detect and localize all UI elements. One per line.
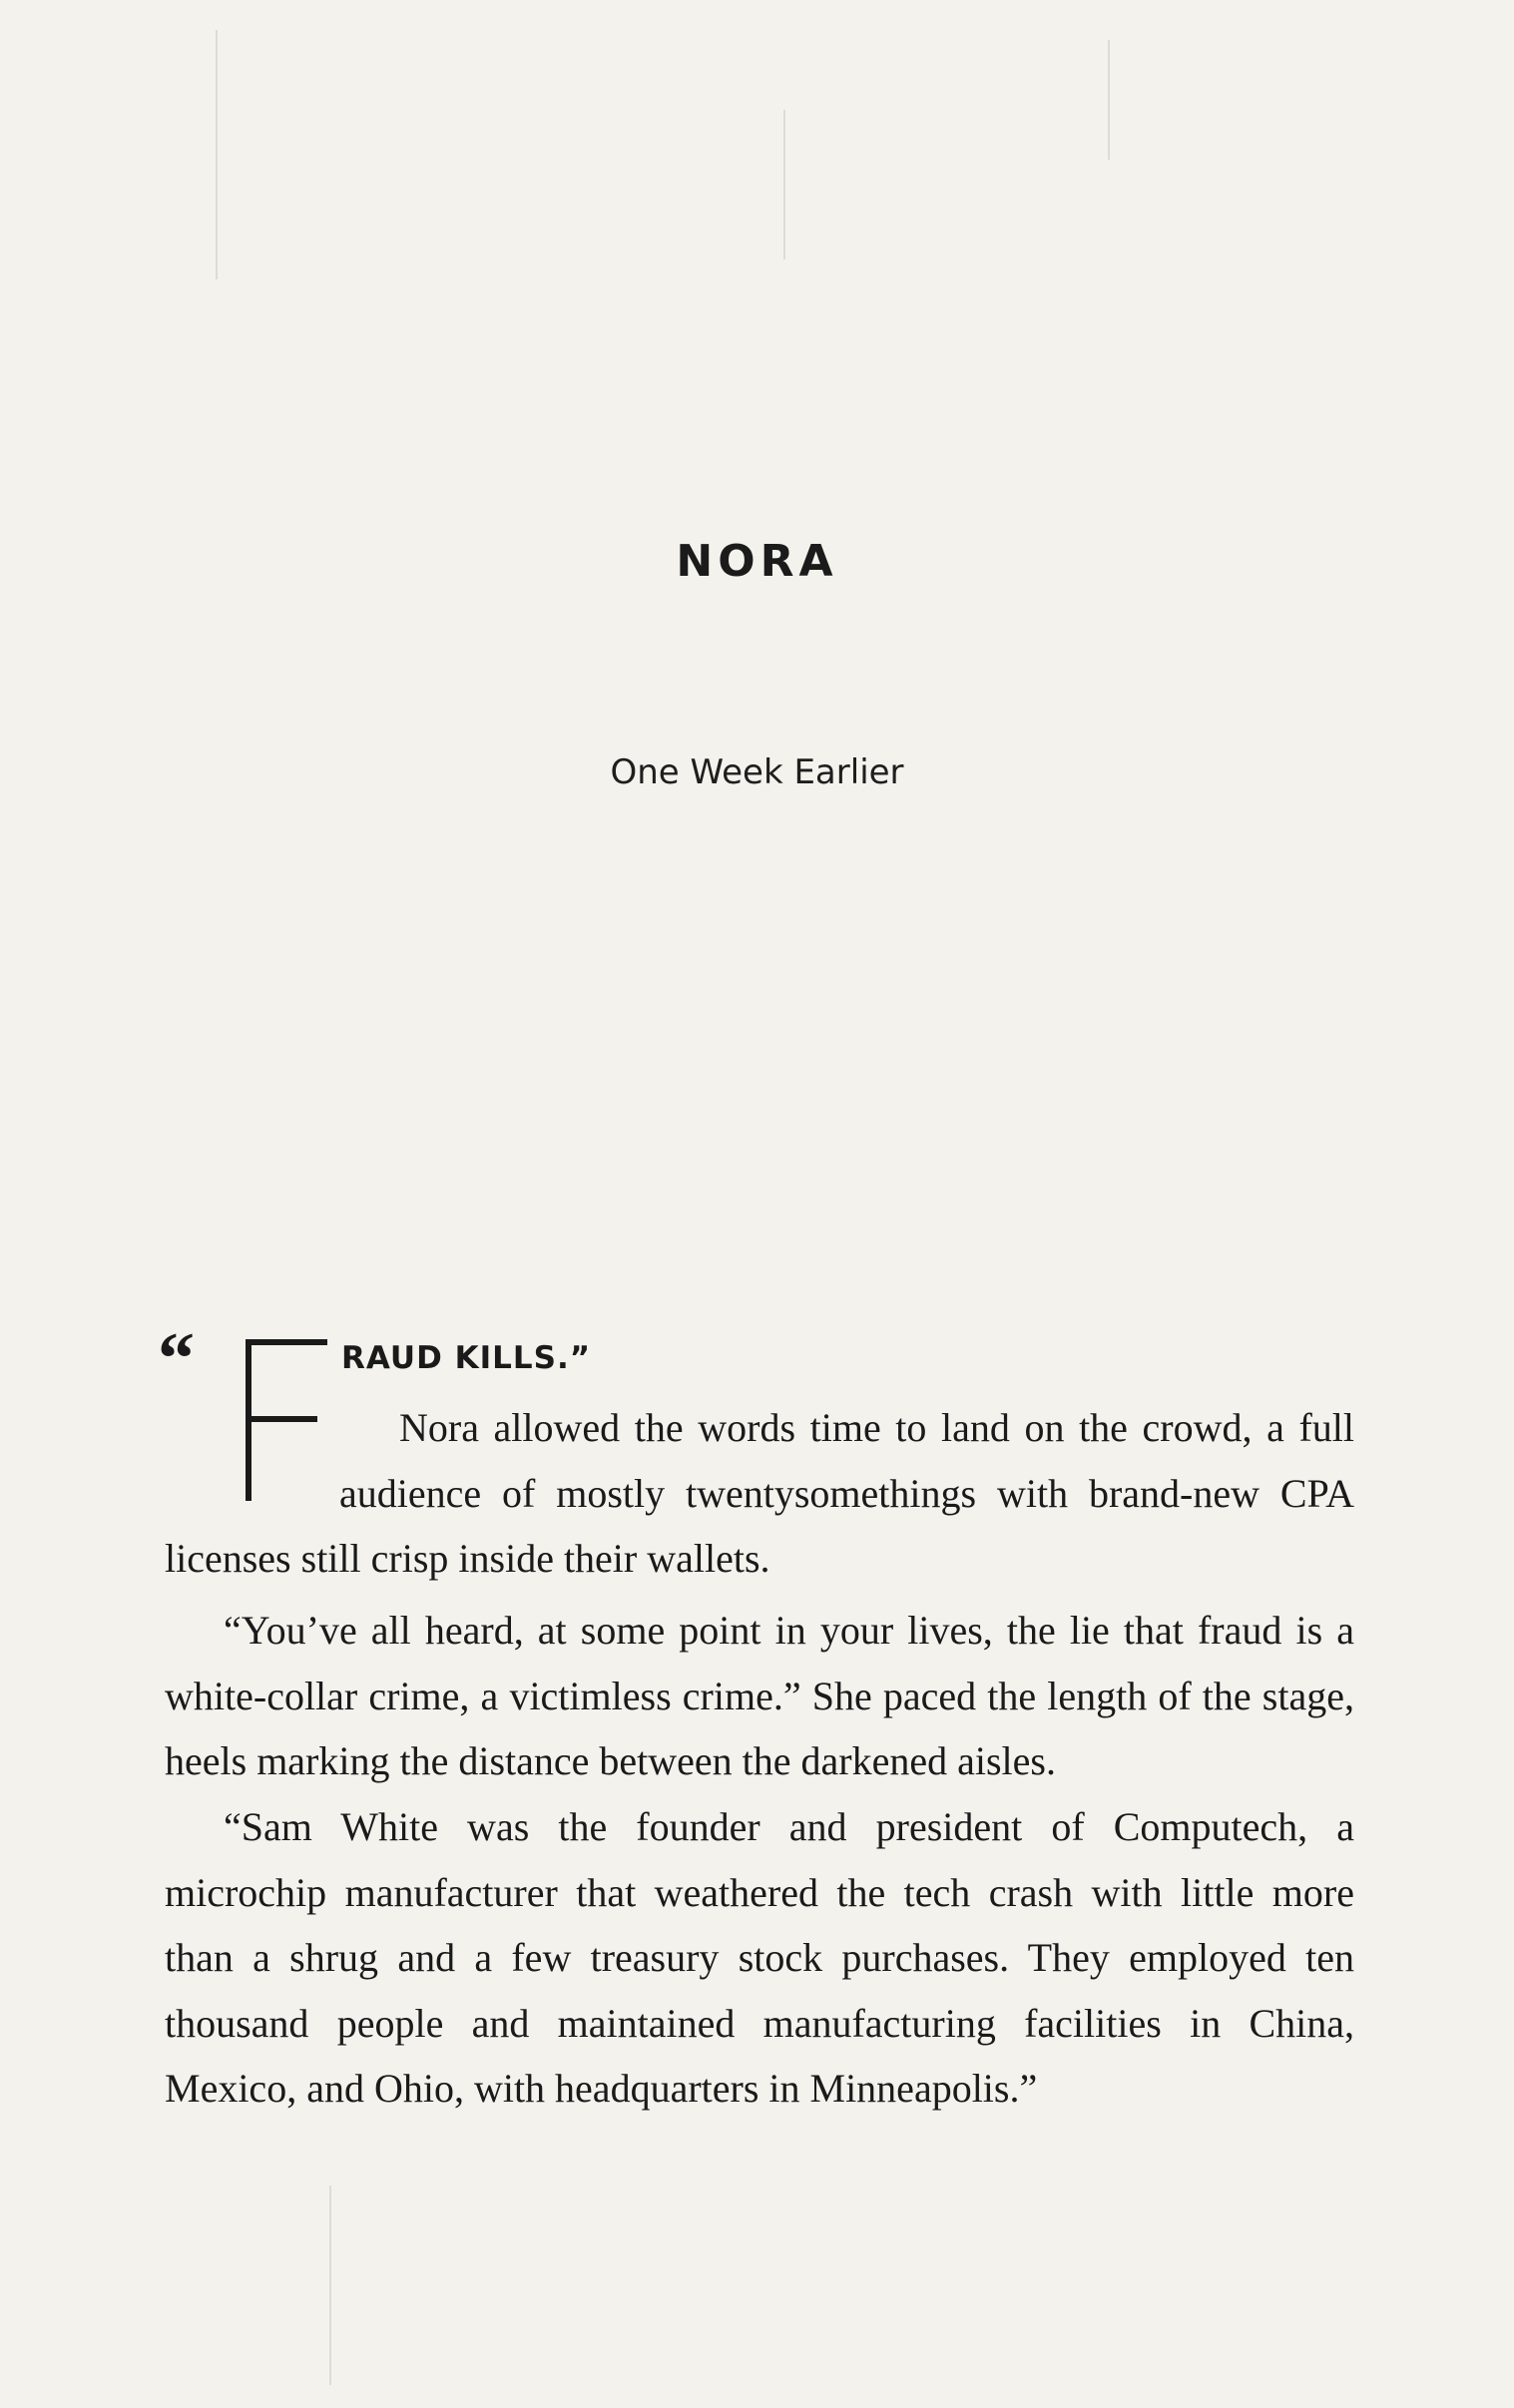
scan-artifact-line [216,30,218,279]
chapter-title: NORA [676,536,838,587]
paragraph-2: “You’ve all heard, at some point in your lives, the lie that fraud is a white-collar crime, a victimless crime.” She paced the length of the stage, heels marking the distance between the darkened aisles. [165,1608,1354,1783]
scan-artifact-line [329,2185,331,2385]
paragraph-3: “Sam White was the founder and president of Computech, a microchip manufacturer that weathered the tech crash with little more than a shrug and a few treasury stock purchases. They employed ten thousand people and maintained manufacturing facilities in China, Mexico, and Ohio, with headquarters in Minneapolis.” [165,1804,1354,2111]
paragraph-text: Nora allowed the words time to land on the crowd, a full audience of mostly twentysomethings with brand-new CPA licenses still crisp inside their wallets. [165,1405,1354,1581]
scan-artifact-line [1108,40,1110,160]
chapter-subtitle: One Week Earlier [610,752,904,792]
paragraph-1 [165,1395,1354,1592]
scan-artifact-line [783,110,785,259]
opening-small-caps: RAUD KILLS.” [341,1340,592,1376]
opening-quote-mark: “ [158,1318,195,1400]
drop-cap-space [165,1395,339,1517]
